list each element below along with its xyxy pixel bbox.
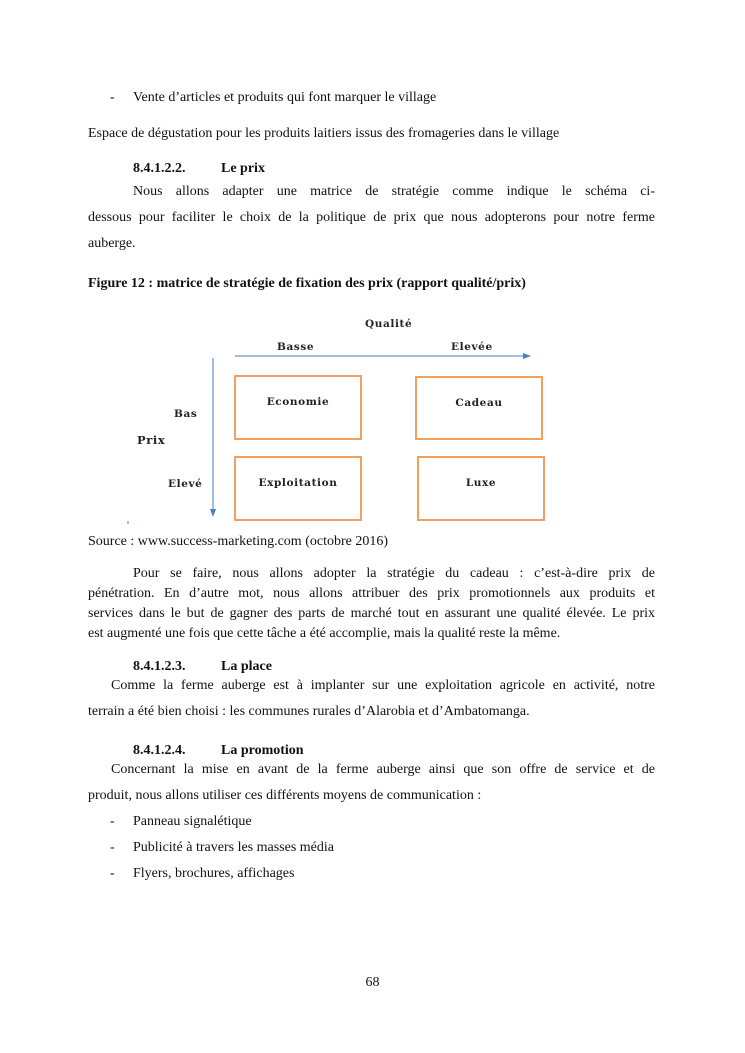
cell-luxe [417,456,545,521]
promotion-para-line-2: produit, nous allons utiliser ces différents moyens de communication : [88,788,482,803]
cadeau-para-line-1: Pour se faire, nous allons adopter la stratégie du cadeau : c’est-à-dire prix de [133,566,655,581]
figure-source: Source : www.success-marketing.com (octobre 2016) [88,534,389,549]
price-low-label: Bas [174,408,198,420]
cell-cadeau-label: Cadeau [455,397,503,409]
price-axis-title: Prix [137,433,166,447]
promotion-para-line-1: Concernant la mise en avant de la ferme auberge ainsi que son offre de service et de [111,762,655,777]
prix-para-line-2: dessous pour faciliter le choix de la politique de prix que nous adopterons pour notre ferme [88,210,655,225]
bullet-dash: - [110,866,115,881]
cell-economie [234,375,362,440]
bullet-dash: - [110,840,115,855]
section-prix-title: Le prix [221,161,265,176]
quality-axis-arrowhead [523,353,531,359]
prix-para-line-3: auberge. [88,236,136,251]
intro-line: Espace de dégustation pour les produits laitiers issus des fromageries dans le village [88,126,560,141]
price-high-label: Elevé [168,478,203,490]
bullet-dash: - [110,90,115,105]
quality-low-label: Basse [277,341,315,353]
cadeau-para-line-4: est augmenté une fois que cette tâche a été accomplie, mais la qualité reste la même. [88,626,561,641]
cadeau-para-line-3: services dans le but de gagner des parts de marché tout en assurant une qualité élevée. Le prix [88,606,655,621]
prix-para-line-1: Nous allons adapter une matrice de stratégie comme indique le schéma ci- [133,184,655,199]
cell-exploitation [234,456,362,521]
cadeau-para-line-2: pénétration. En d’autre mot, nous allons attribuer des prix promotionnels aux produits et [88,586,655,601]
cell-luxe-label: Luxe [465,477,497,489]
bullet-text: Panneau signalétique [133,814,252,829]
section-place-title: La place [221,659,272,674]
strategy-matrix-figure [120,310,560,530]
bullet-text: Flyers, brochures, affichages [133,866,295,881]
cell-exploitation-label: Exploitation [258,477,338,489]
bullet-text: Vente d’articles et produits qui font marquer le village [133,90,437,105]
cell-economie-label: Economie [266,396,330,408]
cell-cadeau [415,376,543,440]
bullet-dash: - [110,814,115,829]
figure-caption: Figure 12 : matrice de stratégie de fixation des prix (rapport qualité/prix) [88,276,526,291]
price-axis-arrowhead [210,509,216,517]
section-promotion-title: La promotion [221,743,304,758]
bullet-text: Publicité à travers les masses média [133,840,334,855]
quality-axis-title: Qualité [365,318,413,330]
page-number: 68 [365,975,380,990]
section-promotion-number: 8.4.1.2.4. [133,743,186,758]
section-place-number: 8.4.1.2.3. [133,659,186,674]
section-prix-number: 8.4.1.2.2. [133,161,186,176]
place-para-line-1: Comme la ferme auberge est à implanter sur une exploitation agricole en activité, notre [111,678,655,693]
quality-high-label: Elevée [451,341,493,353]
place-para-line-2: terrain a été bien choisi : les communes rurales d’Alarobia et d’Ambatomanga. [88,704,530,719]
